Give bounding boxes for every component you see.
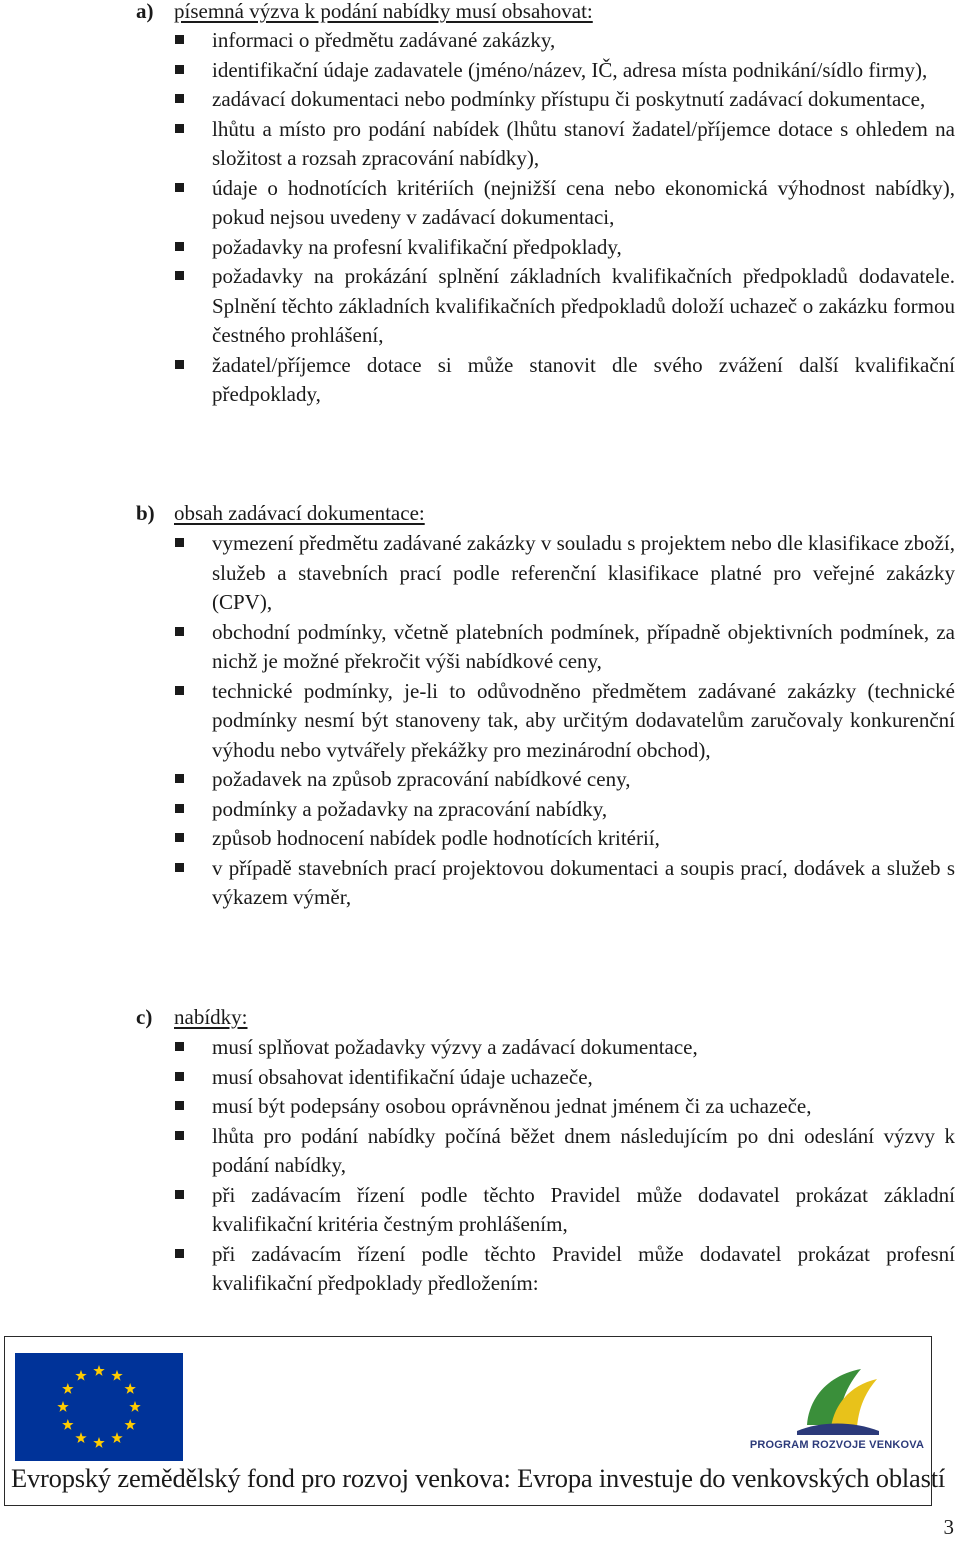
item-list (212, 529, 955, 913)
list-item: lhůtu a místo pro podání nabídek (lhůtu stanoví žadatel/příjemce dotace s ohledem na složitost a rozsah zpracování nabídky), (212, 115, 955, 174)
eu-flag-icon (15, 1353, 183, 1461)
prv-logo-label: PROGRAM ROZVOJE VENKOVA (749, 1439, 925, 1451)
page-number: 3 (943, 1515, 954, 1539)
list-item: požadavky na prokázání splnění základních kvalifikačních předpokladů dodavatele. Splnění těchto základních kvalifikačních předpokladů doloží uchazeč o zakázku formou čestného prohlášení, (212, 262, 955, 351)
list-item: podmínky a požadavky na zpracování nabídky, (212, 795, 955, 825)
banner-text: Evropský zemědělský fond pro rozvoj venkova: Evropa investuje do venkovských oblastí (11, 1463, 946, 1493)
item-list (212, 26, 955, 410)
eu-star-icon (124, 1383, 135, 1394)
section-letter: c) (136, 1005, 153, 1029)
eu-star-icon (75, 1432, 86, 1443)
eu-star-icon (111, 1432, 122, 1443)
list-item: zadávací dokumentaci nebo podmínky přístupu či poskytnutí zadávací dokumentace, (212, 85, 955, 115)
list-item: technické podmínky, je-li to odůvodněno předmětem zadávané zakázky (technické podmínky nesmí být stanoveny tak, aby určitým dodavatelům zaručovaly konkurenční výhodu nebo vytvářely překážky pro mezinárodní obchod), (212, 677, 955, 766)
list-item: lhůta pro podání nabídky počíná běžet dnem následujícím po dni odeslání výzvy k podání nabídky, (212, 1122, 955, 1181)
eu-star-icon (93, 1365, 104, 1376)
section-heading (136, 0, 593, 27)
section-title: písemná výzva k podání nabídky musí obsahovat: (174, 0, 593, 23)
section-letter: a) (136, 0, 154, 23)
list-item: musí být podepsány osobou oprávněnou jednat jménem či za uchazeče, (212, 1092, 955, 1122)
list-item: požadavek na způsob zpracování nabídkové ceny, (212, 765, 955, 795)
list-item: údaje o hodnotících kritériích (nejnižší cena nebo ekonomická výhodnost nabídky), pokud nejsou uvedeny v zadávací dokumentaci, (212, 174, 955, 233)
eu-star-icon (129, 1401, 140, 1412)
list-item: v případě stavebních prací projektovou dokumentaci a soupis prací, dodávek a služeb s výkazem výměr, (212, 854, 955, 913)
list-item: požadavky na profesní kvalifikační předpoklady, (212, 233, 955, 263)
eu-star-icon (75, 1370, 86, 1381)
list-item: informaci o předmětu zadávané zakázky, (212, 26, 955, 56)
item-list (212, 1033, 955, 1299)
eu-star-icon (111, 1370, 122, 1381)
section-title: obsah zadávací dokumentace: (174, 501, 425, 525)
eu-star-icon (93, 1437, 104, 1448)
section-heading (136, 1003, 248, 1033)
list-item: vymezení předmětu zadávané zakázky v souladu s projektem nebo dle klasifikace zboží, služeb a stavebních prací podle referenční klasifikace platné pro veřejné zakázky (CPV), (212, 529, 955, 618)
list-item: při zadávacím řízení podle těchto Pravidel může dodavatel prokázat profesní kvalifikační předpoklady předložením: (212, 1240, 955, 1299)
prv-logo-icon (749, 1347, 925, 1461)
list-item: obchodní podmínky, včetně platebních podmínek, případně objektivních podmínek, za nichž je možné překročit výši nabídkové ceny, (212, 618, 955, 677)
list-item: žadatel/příjemce dotace si může stanovit dle svého zvážení další kvalifikační předpoklady, (212, 351, 955, 410)
section-title: nabídky: (174, 1005, 248, 1029)
list-item: způsob hodnocení nabídek podle hodnotících kritérií, (212, 824, 955, 854)
list-item: musí obsahovat identifikační údaje uchazeče, (212, 1063, 955, 1093)
section-heading (136, 499, 425, 529)
eu-star-icon (62, 1419, 73, 1430)
eu-star-icon (124, 1419, 135, 1430)
eafrd-banner (4, 1336, 946, 1506)
section-letter: b) (136, 501, 155, 525)
eu-star-icon (57, 1401, 68, 1412)
eu-star-icon (62, 1383, 73, 1394)
list-item: identifikační údaje zadavatele (jméno/název, IČ, adresa místa podnikání/sídlo firmy), (212, 56, 955, 86)
list-item: při zadávacím řízení podle těchto Pravidel může dodavatel prokázat základní kvalifikační kritéria čestným prohlášením, (212, 1181, 955, 1240)
list-item: musí splňovat požadavky výzvy a zadávací dokumentace, (212, 1033, 955, 1063)
